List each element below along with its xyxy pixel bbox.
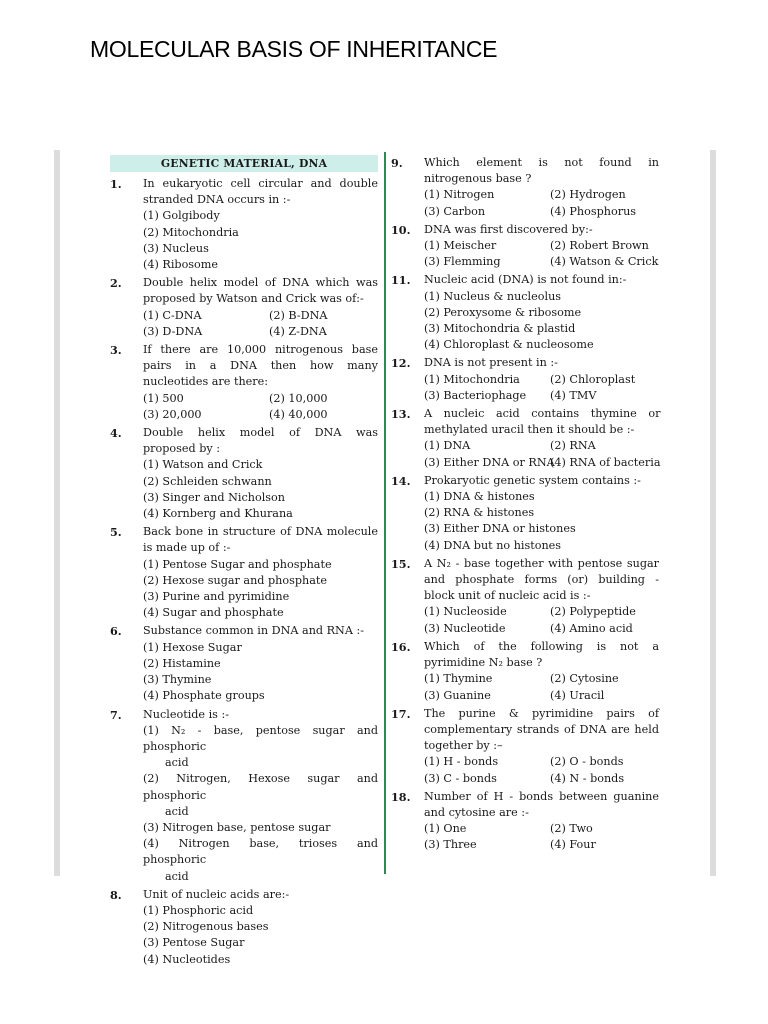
option: (4) Sugar and phosphate — [143, 606, 284, 620]
option: (4) Watson & Crick — [550, 255, 659, 269]
option — [143, 771, 378, 820]
question-text: In eukaryotic cell circular and double stranded DNA occurs in :- — [143, 177, 378, 207]
question-number: 7. — [110, 707, 122, 722]
question-text: If there are 10,000 nitrogenous base pairs in a DNA then how many nucleotides are there: — [143, 343, 378, 389]
question-text: Substance common in DNA and RNA :- — [143, 624, 365, 638]
question-number: 8. — [110, 887, 122, 902]
option: (2) Peroxysome & ribosome — [424, 305, 582, 319]
question-3 — [110, 342, 378, 423]
option: (3) Either DNA or histones — [424, 522, 576, 536]
question-6 — [110, 623, 378, 704]
option: (3) Thymine — [143, 673, 212, 687]
question-8 — [110, 887, 378, 968]
question-text: A nucleic acid contains thymine or methylated uracil then it should be :- — [424, 407, 661, 437]
option: (2) B-DNA — [269, 308, 328, 322]
option: (1) Pentose Sugar and phosphate — [143, 557, 332, 571]
section-header: GENETIC MATERIAL, DNA — [110, 155, 378, 172]
option: (3) Mitochondria & plastid — [424, 322, 576, 336]
option: (1) Hexose Sugar — [143, 640, 242, 654]
question-text: Nucleic acid (DNA) is not found in:- — [424, 273, 627, 287]
option: (2) O - bonds — [550, 755, 624, 769]
option: (3) C - bonds — [424, 771, 497, 785]
option: (3) 20,000 — [143, 407, 202, 421]
question-17 — [391, 706, 659, 787]
option: (4) Nucleotides — [143, 952, 231, 966]
question-2 — [110, 275, 378, 340]
option: (1) Meischer — [424, 239, 497, 253]
option: (1) Mitochondria — [424, 372, 520, 386]
option: (4) Ribosome — [143, 258, 219, 272]
option: (2) Chloroplast — [550, 372, 636, 386]
question-number: 17. — [391, 706, 411, 721]
option: (4) Phosphorus — [550, 204, 637, 218]
option: (4) Phosphate groups — [143, 689, 265, 703]
question-18 — [391, 789, 659, 854]
option: (3) Pentose Sugar — [143, 936, 245, 950]
question-9 — [391, 155, 659, 220]
option: (3) Guanine — [424, 688, 491, 702]
question-15 — [391, 556, 659, 637]
option: (2) Cytosine — [550, 672, 619, 686]
option: (3) Carbon — [424, 204, 486, 218]
option: (4) Four — [550, 838, 596, 852]
question-14 — [391, 473, 659, 554]
option: (1) One — [424, 822, 467, 836]
question-number: 11. — [391, 273, 411, 288]
option: (4) RNA of bacteria — [550, 455, 661, 469]
option: (1) Golgibody — [143, 209, 220, 223]
option: (3) Purine and pyrimidine — [143, 590, 290, 604]
question-number: 5. — [110, 525, 122, 540]
option: (1) DNA — [424, 439, 471, 453]
option: (1) Nitrogen — [424, 188, 495, 202]
option-lead: (4) Nitrogen base, trioses and phosphoric — [143, 837, 378, 867]
option: (2) Hexose sugar and phosphate — [143, 573, 328, 587]
option: (3) Either DNA or RNA — [424, 455, 555, 469]
option: (1) Phosphoric acid — [143, 903, 254, 917]
option: (2) Histamine — [143, 656, 221, 670]
question-text: Nucleotide is :- — [143, 707, 230, 721]
question-number: 12. — [391, 356, 411, 371]
option: (3) Flemming — [424, 255, 501, 269]
option: (3) Nucleus — [143, 241, 209, 255]
option: (4) Amino acid — [550, 621, 633, 635]
option: (1) C-DNA — [143, 308, 202, 322]
right-margin-bar — [710, 150, 716, 876]
option: (4) Z-DNA — [269, 324, 327, 338]
option: (4) Chloroplast & nucleosome — [424, 338, 594, 352]
option-continuation: acid — [165, 804, 189, 818]
option-continuation: acid — [165, 756, 189, 770]
option-lead: (2) Nitrogen, Hexose sugar and phosphoric — [143, 772, 378, 802]
question-number: 18. — [391, 789, 411, 804]
question-text: The purine & pyrimidine pairs of complementary strands of DNA are held together by :– — [424, 706, 659, 753]
question-number: 1. — [110, 177, 122, 191]
question-number: 6. — [110, 624, 122, 639]
question-7 — [110, 707, 378, 885]
option-lead: (3) Nitrogen base, pentose sugar — [143, 820, 331, 834]
option: (4) Uracil — [550, 688, 605, 702]
question-10 — [391, 222, 659, 271]
question-4 — [110, 425, 378, 522]
option: (4) TMV — [550, 388, 597, 402]
question-number: 13. — [391, 407, 411, 422]
question-13 — [391, 406, 659, 471]
question-number: 4. — [110, 426, 122, 441]
option: (2) Polypeptide — [550, 605, 636, 619]
left-margin-bar — [54, 150, 60, 876]
option: (3) Three — [424, 838, 477, 852]
question-12 — [391, 355, 659, 404]
question-text: Back bone in structure of DNA molecule is made up of :- — [143, 525, 378, 555]
question-text: Which element is not found in nitrogenous base ? — [424, 156, 659, 186]
option: (2) Two — [550, 822, 593, 836]
question-text: Double helix model of DNA which was proposed by Watson and Crick was of:- — [143, 276, 378, 306]
question-text: Prokaryotic genetic system contains :- — [424, 473, 641, 487]
question-number: 2. — [110, 276, 122, 291]
option: (2) Hydrogen — [550, 188, 626, 202]
option: (3) Singer and Nicholson — [143, 490, 285, 504]
question-text: Number of H - bonds between guanine and cytosine are :- — [424, 789, 659, 819]
question-text: DNA was first discovered by:- — [424, 222, 593, 236]
option: (1) Watson and Crick — [143, 458, 263, 472]
question-text: A N₂ - base together with pentose sugar and phosphate forms (or) building - block unit of nucleic acid is :- — [424, 556, 659, 603]
option: (1) H - bonds — [424, 755, 499, 769]
question-16 — [391, 639, 659, 704]
option: (2) 10,000 — [269, 391, 328, 405]
option: (4) DNA but no histones — [424, 538, 562, 552]
option: (2) Nitrogenous bases — [143, 920, 269, 934]
question-number: 9. — [391, 156, 403, 170]
option: (3) Nucleotide — [424, 621, 506, 635]
option: (3) Bacteriophage — [424, 388, 527, 402]
question-11 — [391, 272, 659, 353]
page-title: MOLECULAR BASIS OF INHERITANCE — [90, 36, 498, 62]
option: (2) Schleiden schwann — [143, 474, 272, 488]
question-1 — [110, 176, 378, 273]
column-divider — [384, 152, 386, 874]
question-text: Which of the following is not a pyrimidine N₂ base ? — [424, 639, 659, 670]
option: (4) 40,000 — [269, 407, 328, 421]
option-continuation: acid — [165, 869, 189, 883]
option: (4) N - bonds — [550, 771, 625, 785]
option: (1) Thymine — [424, 672, 493, 686]
option-lead: (1) N₂ - base, pentose sugar and phosphoric — [143, 723, 378, 753]
option — [143, 820, 378, 836]
option: (1) 500 — [143, 391, 184, 405]
question-5 — [110, 524, 378, 621]
option: (3) D-DNA — [143, 324, 203, 338]
left-column — [110, 155, 378, 970]
option: (2) Robert Brown — [550, 239, 649, 253]
option: (1) DNA & histones — [424, 490, 535, 504]
option: (2) RNA — [550, 439, 596, 453]
question-number: 15. — [391, 556, 411, 571]
option — [143, 723, 378, 772]
option: (1) Nucleoside — [424, 605, 507, 619]
question-number: 10. — [391, 222, 411, 237]
question-text: Double helix model of DNA was proposed by : — [143, 426, 378, 456]
option: (1) Nucleus & nucleolus — [424, 289, 562, 303]
question-number: 3. — [110, 343, 122, 358]
right-column — [391, 155, 659, 856]
option: (2) Mitochondria — [143, 225, 239, 239]
option: (4) Kornberg and Khurana — [143, 507, 293, 521]
question-number: 14. — [391, 473, 411, 488]
question-text: DNA is not present in :- — [424, 356, 558, 370]
option — [143, 836, 378, 885]
question-number: 16. — [391, 639, 411, 654]
question-text: Unit of nucleic acids are:- — [143, 887, 290, 901]
option: (2) RNA & histones — [424, 506, 535, 520]
